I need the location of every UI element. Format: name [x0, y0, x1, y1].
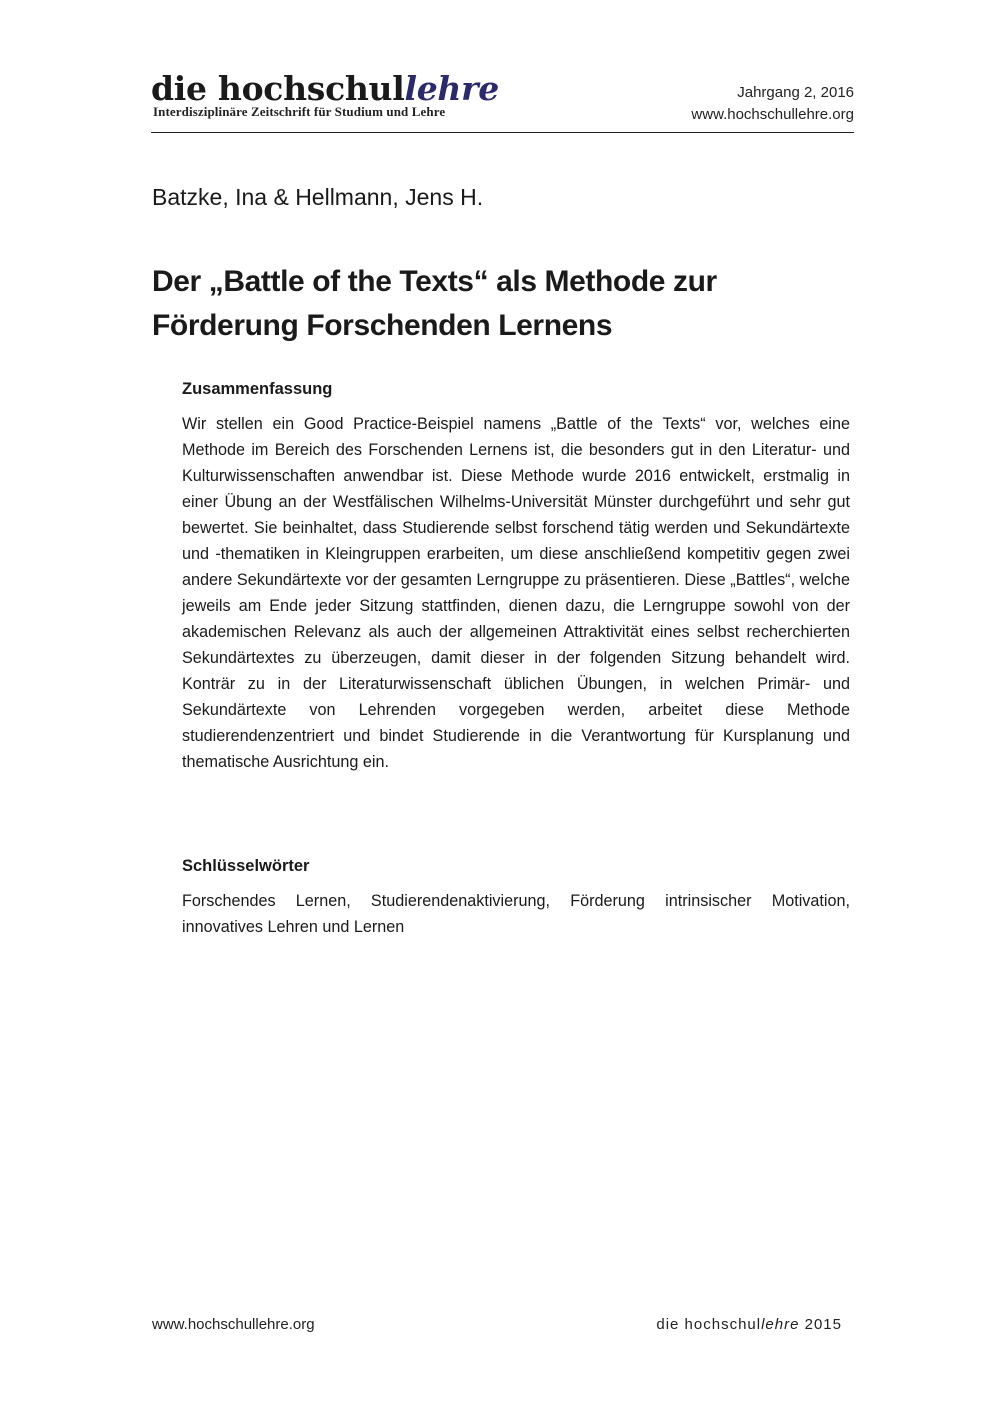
header-meta	[691, 82, 854, 126]
article-title: Der „Battle of the Texts“ als Methode zur Förderung Forschenden Lernens	[152, 265, 717, 342]
logo-main-text: die hochschul	[151, 69, 405, 108]
journal-logo	[151, 70, 499, 108]
header-website: www.hochschullehre.org	[691, 106, 854, 123]
footer-website: www.hochschullehre.org	[152, 1316, 315, 1333]
keywords-heading: Schlüsselwörter	[182, 857, 310, 875]
journal-masthead	[151, 70, 854, 133]
volume-info: Jahrgang 2, 2016	[737, 84, 854, 101]
footer-journal-accent: lehre	[761, 1316, 800, 1333]
abstract-text: Wir stellen ein Good Practice-Beispiel namens „Battle of the Texts“ vor, welches eine Methode im Bereich des Forschenden Lernens ist, die besonders gut in den Literatur- und Kulturwissenschaften anwendbar ist. Diese Methode wurde 2016 entwickelt, erstmalig in einer Übung an der Westfälischen Wilhelms-Universität Münster durchgeführt und sehr gut bewertet. Sie beinhaltet, dass Studierende selbst forschend tätig werden und Sekundärtexte und -thematiken in Kleingruppen erarbeiten, um diese anschließend kompetitiv gegen zwei andere Sekundärtexte vor der gesamten Lerngruppe zu präsentieren. Diese „Battles“, welche jeweils am Ende jeder Sitzung stattfinden, dienen dazu, die Lerngruppe sowohl von der akademischen Relevanz als auch der allgemeinen Attraktivität eines selbst recherchierten Sekundärtextes zu überzeugen, damit dieser in der folgenden Sitzung behandelt wird. Konträr zu in der Literaturwissenschaft üblichen Übungen, in welchen Primär- und Sekundärtexte von Lehrenden vorgegeben werden, arbeitet diese Methode studierendenzentriert und bindet Studierende in die Verantwortung für Kursplanung und thematische Ausrichtung ein.	[182, 415, 850, 771]
footer-journal	[656, 1316, 842, 1333]
logo-accent-text: lehre	[404, 69, 499, 108]
keywords-text: Forschendes Lernen, Studierendenaktivierung, Förderung intrinsischer Motivation, innovatives Lehren und Lernen	[182, 892, 850, 936]
abstract-heading: Zusammenfassung	[182, 380, 333, 398]
article-authors: Batzke, Ina & Hellmann, Jens H.	[152, 184, 484, 210]
journal-tagline: Interdisziplinäre Zeitschrift für Studium und Lehre	[153, 104, 446, 119]
footer-journal-main: die hochschul	[656, 1316, 762, 1333]
footer-journal-year: 2015	[799, 1316, 842, 1333]
